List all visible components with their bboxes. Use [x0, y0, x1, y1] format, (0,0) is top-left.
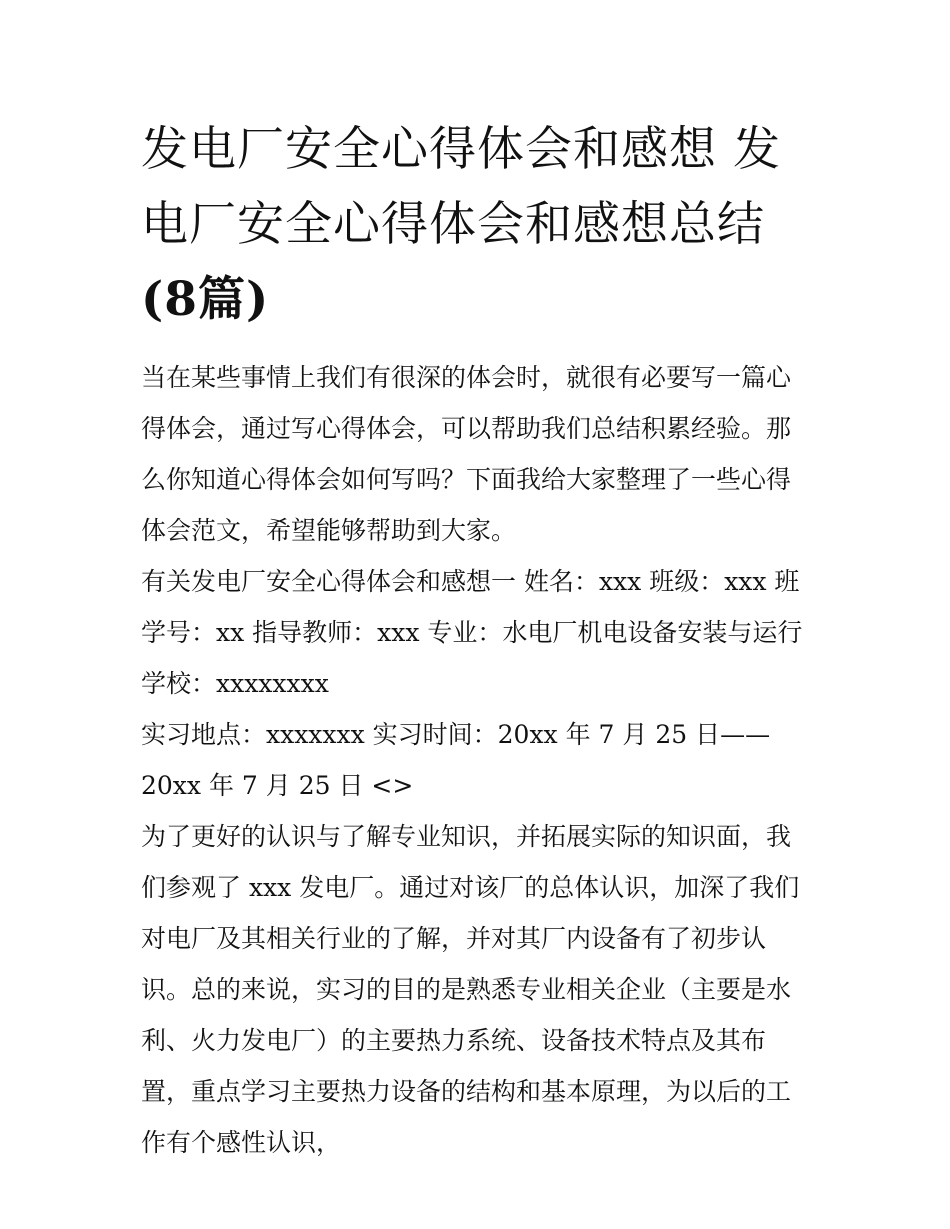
body-paragraph: 为了更好的认识与了解专业知识，并拓展实际的知识面，我们参观了 xxx 发电厂。通过对该厂的总体认识，加深了我们对电厂及其相关行业的了解，并对其厂内设备有了初步认识。总的来说，实习的目的是熟悉专业相关企业（主要是水利、火力发电厂）的主要热力系统、设备技术特点及其布置，重点学习主要热力设备的结构和基本原理，为以后的工作有个感性认识，	[141, 822, 800, 1157]
student-info-paragraph: 有关发电厂安全心得体会和感想一 姓名：xxx 班级：xxx 班 学号：xx 指导教师：xxx 专业：水电厂机电设备安装与运行 学校：xxxxxxxx	[141, 567, 803, 698]
intro-paragraph: 当在某些事情上我们有很深的体会时，就很有必要写一篇心得体会，通过写心得体会，可以帮助我们总结积累经验。那么你知道心得体会如何写吗？下面我给大家整理了一些心得体会范文，希望能够帮助到大家。	[141, 363, 792, 545]
title-count: (8篇)	[141, 272, 270, 327]
document-title	[141, 112, 813, 337]
document-content	[141, 112, 813, 1168]
internship-info-paragraph: 实习地点：xxxxxxx 实习时间：20xx 年 7 月 25 日——20xx 年 7 月 25 日 <>	[141, 720, 771, 800]
title-main: 发电厂安全心得体会和感想 发电厂安全心得体会和感想总结	[141, 122, 781, 252]
